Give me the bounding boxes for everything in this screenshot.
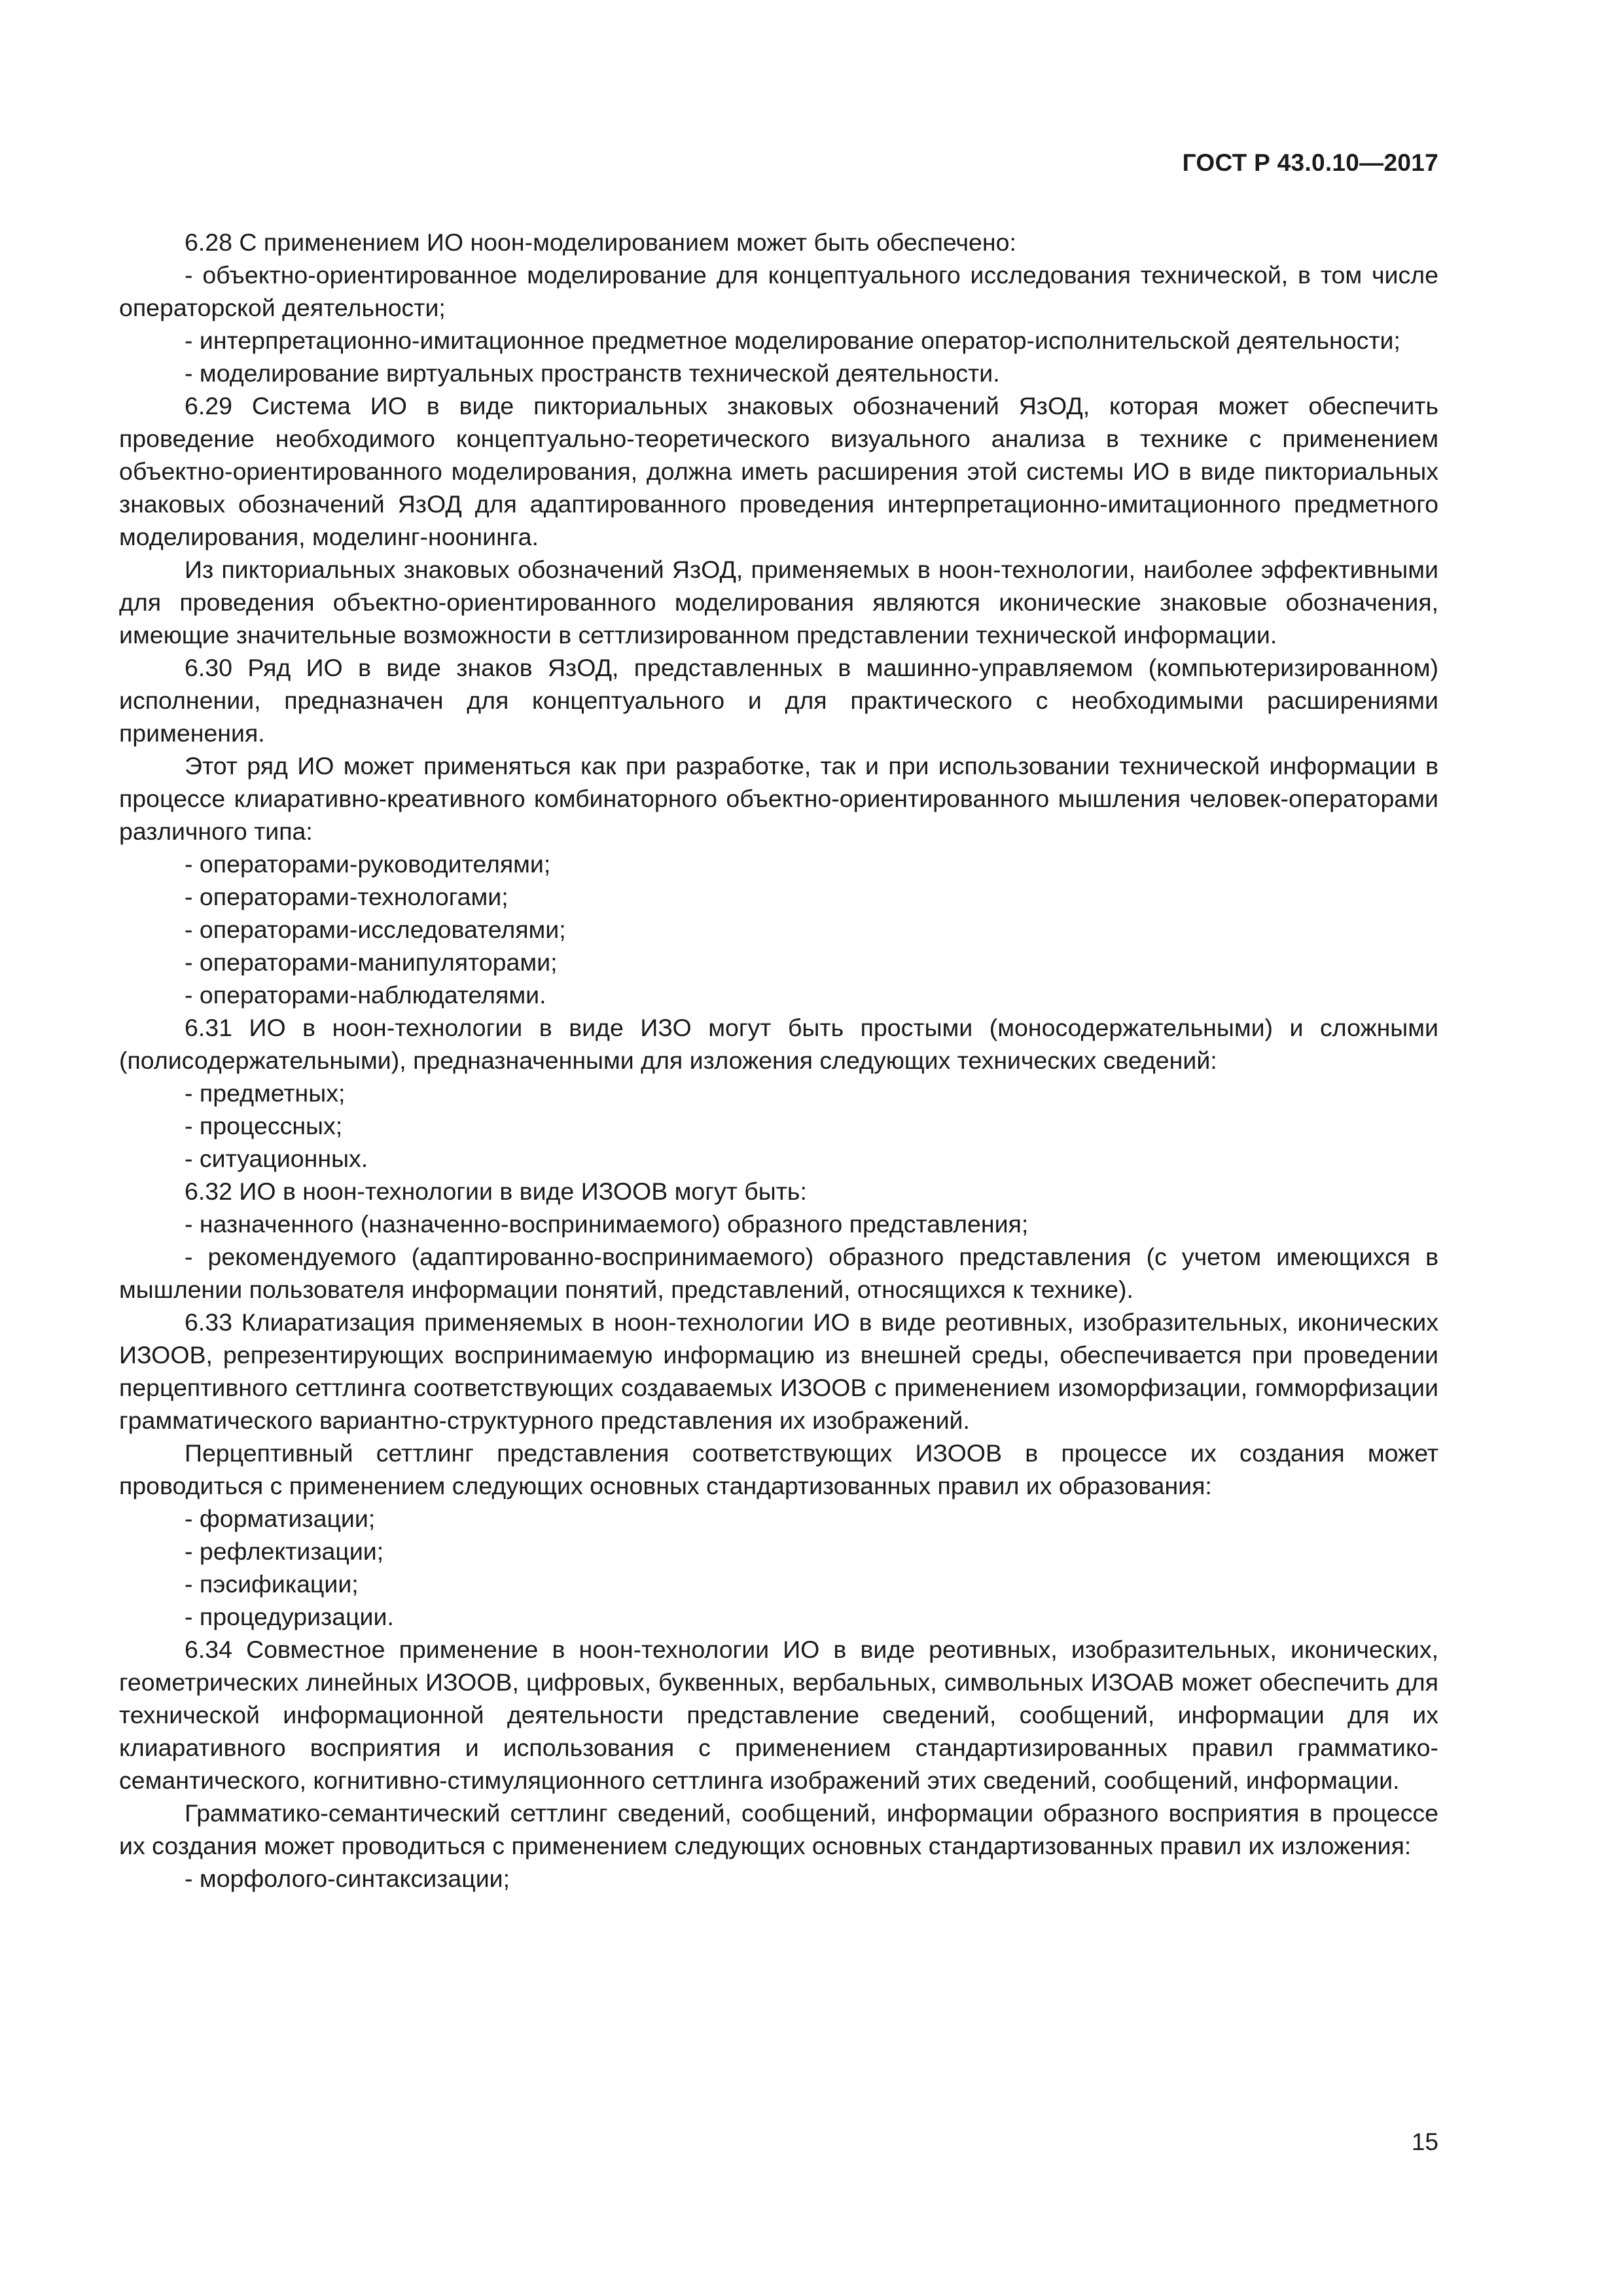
- paragraph: Из пикториальных знаковых обозначений ЯзОД, применяемых в ноон-технологии, наиболее эффективными для проведения объектно-ориентированного моделирования являются иконические знаковые обозначения, имеющие значительные возможности в сеттлизированном представлении технической информации.: [119, 556, 1438, 649]
- list-item: - морфолого-синтаксизации;: [185, 1865, 510, 1892]
- paragraph: 6.28 С применением ИО ноон-моделированием может быть обеспечено:: [185, 228, 1016, 256]
- list-item: - процессных;: [185, 1112, 343, 1139]
- page-number: 15: [1411, 2128, 1438, 2155]
- list-item: - операторами-наблюдателями.: [185, 981, 546, 1009]
- list-item: - форматизации;: [185, 1505, 376, 1532]
- list-item: - интерпретационно-имитационное предметное моделирование оператор-исполнительской деятельности;: [185, 327, 1400, 354]
- list-item: - операторами-манипуляторами;: [185, 948, 558, 976]
- document-code-header: ГОСТ Р 43.0.10—2017: [1182, 149, 1438, 176]
- list-item: - объектно-ориентированное моделирование для концептуального исследования технической, в том числе операторской деятельности;: [119, 261, 1438, 321]
- paragraph: Грамматико-семантический сеттлинг сведений, сообщений, информации образного восприятия в процессе их создания может проводиться с применением следующих основных стандартизованных правил их изложения:: [119, 1799, 1438, 1859]
- paragraph: Этот ряд ИО может применяться как при разработке, так и при использовании технической информации в процессе клиаративно-креативного комбинаторного объектно-ориентированного мышления человек-операторами различного типа:: [119, 752, 1438, 845]
- paragraph: 6.30 Ряд ИО в виде знаков ЯзОД, представленных в машинно-управляемом (компьютеризированном) исполнении, предназначен для концептуального и для практического с необходимыми расширениями применения.: [119, 654, 1438, 747]
- list-item: - операторами-технологами;: [185, 883, 508, 910]
- list-item: - ситуационных.: [185, 1145, 368, 1172]
- list-item: - процедуризации.: [185, 1603, 394, 1630]
- list-item: - рекомендуемого (адаптированно-воспринимаемого) образного представления (с учетом имеющихся в мышлении пользователя информации понятий, представлений, относящихся к технике).: [119, 1243, 1438, 1303]
- list-item: - рефлектизации;: [185, 1537, 384, 1565]
- page-body-text: [119, 226, 1438, 1895]
- paragraph: 6.31 ИО в ноон-технологии в виде ИЗО могут быть простыми (моносодержательными) и сложными (полисодержательными), предназначенными для изложения следующих технических сведений:: [119, 1014, 1438, 1074]
- list-item: - моделирование виртуальных пространств технической деятельности.: [185, 359, 1000, 387]
- paragraph: 6.34 Совместное применение в ноон-технологии ИО в виде реотивных, изобразительных, иконических, геометрических линейных ИЗООВ, цифровых, буквенных, вербальных, символьных ИЗОАВ может обеспечить для технической информационной деятельности представление сведений, сообщений, информации для их клиаративного восприятия и использования с применением стандартизированных правил грамматико-семантического, когнитивно-стимуляционного сеттлинга изображений этих сведений, сообщений, информации.: [119, 1636, 1438, 1794]
- paragraph: 6.29 Система ИО в виде пикториальных знаковых обозначений ЯзОД, которая может обеспечить проведение необходимого концептуально-теоретического визуального анализа в технике с применением объектно-ориентированного моделирования, должна иметь расширения этой системы ИО в виде пикториальных знаковых обозначений ЯзОД для адаптированного проведения интерпретационно-имитационного предметного моделирования, моделинг-ноонинга.: [119, 392, 1438, 550]
- list-item: - пэсификации;: [185, 1570, 359, 1598]
- paragraph: 6.32 ИО в ноон-технологии в виде ИЗООВ могут быть:: [185, 1177, 807, 1205]
- paragraph: 6.33 Клиаратизация применяемых в ноон-технологии ИО в виде реотивных, изобразительных, иконических ИЗООВ, репрезентирующих воспринимаемую информацию из внешней среды, обеспечивается при проведении перцептивного сеттлинга соответствующих создаваемых ИЗООВ с применением изоморфизации, гомморфизации грамматического вариантно-структурного представления их изображений.: [119, 1308, 1438, 1434]
- list-item: - операторами-исследователями;: [185, 916, 566, 943]
- paragraph: Перцептивный сеттлинг представления соответствующих ИЗООВ в процессе их создания может проводиться с применением следующих основных стандартизованных правил их образования:: [119, 1439, 1438, 1499]
- list-item: - операторами-руководителями;: [185, 850, 551, 878]
- list-item: - предметных;: [185, 1079, 346, 1107]
- list-item: - назначенного (назначенно-воспринимаемого) образного представления;: [185, 1210, 1029, 1238]
